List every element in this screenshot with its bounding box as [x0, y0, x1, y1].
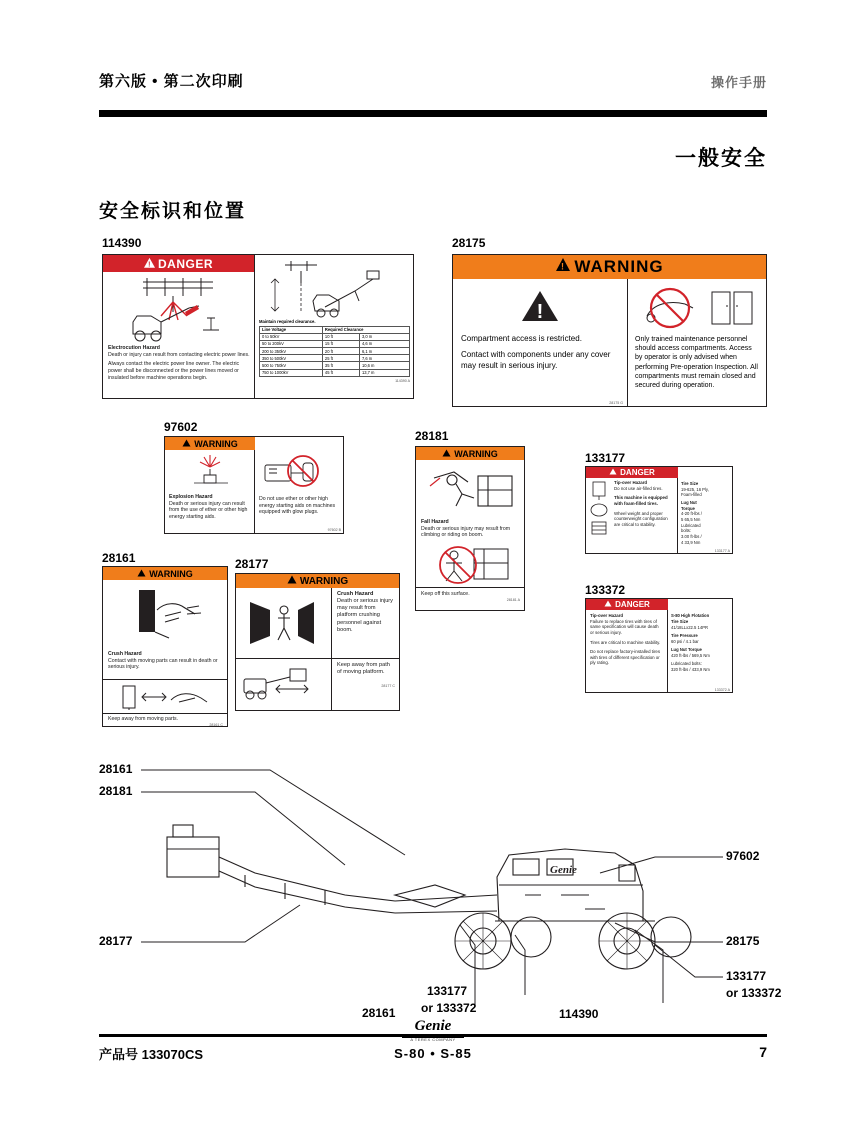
callout-114390-bottom: 114390: [559, 1007, 599, 1021]
decal-id-28181: 28181: [415, 429, 449, 443]
decal-28181-bottom-text: Keep off this surface.: [421, 591, 470, 597]
svg-text:!: !: [148, 261, 151, 269]
callout-133177-right: 133177: [726, 969, 767, 983]
page-title: 安全标识和位置: [99, 201, 247, 222]
header-manual-type: 操作手册: [710, 75, 767, 90]
explosion-pictogram: [169, 453, 250, 492]
decal-28177-text: Death or serious injury may result from platform crushing personnel against boom.: [337, 598, 393, 633]
clearance-table: [259, 326, 410, 377]
table-row: 200 to 350kV 20 ft 6,1 m: [260, 348, 410, 355]
spec-line: Lubricated: [681, 522, 701, 528]
spec-line: 19-625, 16 Ply,: [681, 486, 709, 492]
electrocution-pictogram: [103, 272, 255, 344]
header-rule: [99, 110, 767, 117]
table-row: 50 to 200kV 15 ft 4,6 m: [260, 340, 410, 347]
decal-id-133177: 133177: [585, 451, 626, 465]
svg-text:!: !: [536, 301, 544, 323]
decal-28175-banner: WARNING: [574, 257, 664, 276]
spec-line: Tire Size: [671, 618, 689, 624]
decal-28161-code: 28161 C: [209, 722, 223, 727]
decal-133372-text-2: Tires are critical to machine stability.: [590, 639, 661, 645]
fall-hazard-pictogram: [416, 460, 525, 518]
spec-line: 420 ft-lbs / 569,5 Nm: [671, 652, 710, 658]
decal-28161-text: Contact with moving parts can result in death or serious injury.: [108, 657, 218, 671]
callout-28177-left: 28177: [99, 934, 133, 948]
spec-line: 5 65,5 Nm: [681, 517, 701, 523]
callout-28161-left: 28161: [99, 762, 133, 776]
warning-triangle-icon: [287, 575, 297, 587]
footer-model: S-80 • S-85: [394, 1046, 472, 1061]
decal-133177-banner: DANGER: [620, 468, 655, 477]
spec-line: Lug Nut Torque: [671, 646, 702, 652]
spec-line: 60 psi / 4.1 bar: [671, 638, 699, 644]
decal-28175-right-text: Only trained maintenance personnel should access compartments. Access by operator is only advised when performing Pre-operation Inspection. All compartments must remain closed and secured during operation.: [635, 336, 758, 390]
decal-97602-code: 97602 B: [327, 528, 341, 532]
platform-crush-pictogram: [236, 588, 332, 658]
compartment-access-pictogram: [635, 285, 760, 331]
decal-id-28177: 28177: [235, 557, 269, 571]
callout-28181-left: 28181: [99, 784, 133, 798]
spec-line: Lubricated bolts:: [671, 660, 702, 666]
callout-133177-bottom: 133177: [427, 984, 468, 998]
crush-hand-pictogram: [103, 580, 228, 650]
decal-133177-text-1: Do not use air-filled tires.: [614, 485, 663, 491]
spec-line: Torque: [681, 505, 695, 511]
decal-28181-text: Death or serious injury may result from climbing or riding on boom.: [421, 525, 511, 539]
warning-triangle-icon: [137, 569, 146, 579]
section-title: 一般安全: [675, 147, 767, 170]
boom-clearance-pictogram: [255, 257, 414, 319]
decal-97602-heading: Explosion Hazard: [169, 494, 213, 500]
genie-tagline: A TEREX COMPANY: [410, 1037, 456, 1042]
keep-away-pictogram: [103, 679, 228, 714]
callout-28175-right: 28175: [726, 934, 760, 948]
decal-133372-code: 133372 A: [714, 688, 730, 692]
footer-rule: [99, 1034, 767, 1037]
warning-triangle-icon: [144, 257, 155, 271]
decal-28175: [452, 254, 767, 407]
decal-133177-heading: Tip-over Hazard: [614, 480, 648, 485]
table-row: 350 to 500kV 25 ft 7,6 m: [260, 355, 410, 362]
svg-text:!: !: [561, 261, 566, 272]
decal-28161-banner: WARNING: [149, 568, 193, 579]
decal-114390-body1: Death or injury can result from contacting electric power lines.: [108, 351, 250, 358]
decal-28161-bottom-text: Keep away from moving parts.: [108, 716, 179, 722]
spec-line: 320 ft-lbs / 433,9 Nm: [671, 666, 710, 672]
decal-133177-text-2: This machine is equipped with foam-filled tires.: [614, 495, 668, 506]
decal-28177-bottom-text: Keep away from path of moving platform.: [337, 662, 390, 676]
decal-114390: [102, 254, 414, 399]
decal-28177-code: 28177 C: [381, 684, 395, 689]
decal-133372-banner: DANGER: [615, 600, 650, 609]
hazard-triangle-pictogram: [461, 289, 619, 328]
spec-line: Tire Size: [681, 481, 699, 486]
warning-triangle-icon: [182, 439, 191, 449]
decal-97602-right-text: Do not use ether or other high energy starting aids on machines equipped with glow plugs.: [259, 496, 336, 516]
decal-28177-heading: Crush Hazard: [337, 591, 374, 597]
header-edition: 第六版 • 第二次印刷: [99, 73, 244, 90]
decal-97602: [164, 436, 344, 534]
no-ether-pictogram: [259, 453, 340, 494]
clearance-col-clearance: Required Clearance: [322, 326, 409, 333]
callout-28161-bottom: 28161: [362, 1006, 396, 1020]
decal-133372-text-3: Do not replace factory-installed tires with tires of different specification or ply rating.: [590, 649, 661, 666]
callout-97602-right: 97602: [726, 849, 760, 863]
decal-28175-text-2: Contact with components under any cover may result in serious injury.: [461, 350, 611, 370]
spec-line: bolts:: [681, 528, 692, 534]
footer-part-number: 产品号 133070CS: [99, 1047, 204, 1062]
table-row: 0 to 50kV 10 ft 3,0 m: [260, 333, 410, 340]
decal-28161: [102, 566, 228, 727]
decal-28181: [415, 446, 525, 611]
decal-28181-code: 28181 A: [506, 597, 520, 602]
decal-133177: [585, 466, 733, 554]
decal-97602-left-text: Death or serious injury can result from the use of ether or other high energy starting aids.: [169, 500, 248, 520]
callout-133372-right: or 133372: [726, 986, 782, 1000]
decal-id-28161: 28161: [102, 551, 136, 565]
decal-28175-code: 28175 G: [609, 401, 623, 405]
decal-133372-heading: Tip-over Hazard: [590, 613, 624, 618]
warning-triangle-icon: [609, 468, 617, 477]
warning-triangle-icon: [604, 600, 612, 609]
decal-133177-code: 133177 A: [714, 549, 730, 553]
decal-133177-text-3: Wheel weight and proper counterweight configuration are critical to stability.: [614, 510, 668, 527]
clearance-col-voltage: Line Voltage: [260, 326, 323, 333]
machine-illustration: [95, 745, 771, 1045]
decal-114390-banner: DANGER: [157, 256, 213, 271]
decal-28181-banner: WARNING: [454, 448, 498, 459]
svg-text:Genie: Genie: [550, 864, 577, 876]
callout-133372-bottom: or 133372: [421, 1001, 477, 1015]
decal-133372-text-1: Failure to replace tires with tires of same specification will cause death or serious injury.: [590, 618, 659, 635]
genie-logo: [402, 1018, 464, 1042]
table-row: 500 to 750kV 35 ft 10,6 m: [260, 362, 410, 369]
spec-line: Tire Pressure: [671, 632, 698, 638]
decal-114390-body2: Always contact the electric power line owner. The electric power shall be disconnected or the power lines moved or insulated before machine operations begin.: [108, 361, 240, 381]
warning-triangle-icon: [555, 257, 571, 277]
decal-id-97602: 97602: [164, 420, 198, 434]
spec-line: Foam-filled: [681, 492, 702, 498]
decal-id-114390: 114390: [102, 236, 142, 250]
spec-line: 4-20 ft-lbs /: [681, 511, 702, 517]
genie-wordmark: Genie: [414, 1018, 452, 1034]
moving-platform-pictogram: [236, 658, 332, 710]
spec-line: 4 33,9 Nm: [681, 539, 701, 545]
decal-id-133372: 133372: [585, 583, 626, 597]
decal-97602-banner: WARNING: [194, 438, 238, 449]
table-row: 750 to 1000kV 45 ft 13,7 m: [260, 369, 410, 376]
spec-line: 3.00 ft-lbs /: [681, 534, 702, 540]
spec-line: 41/18LLx22.5 14PR: [671, 624, 709, 630]
warning-triangle-icon: [442, 449, 451, 459]
decal-28177-banner: WARNING: [299, 575, 349, 587]
decal-114390-code: 114390 A: [395, 378, 410, 383]
tire-pictogram: [589, 480, 611, 543]
decal-28177: [235, 573, 400, 711]
decal-id-28175: 28175: [452, 236, 486, 250]
clearance-table-title: Maintain required clearance.: [259, 319, 316, 324]
decal-114390-heading1: Electrocution Hazard: [108, 345, 160, 351]
spec-line: S-80 High Flotation: [671, 613, 710, 618]
decal-133372: [585, 598, 733, 693]
decal-28175-text-1: Compartment access is restricted.: [461, 334, 582, 343]
keep-off-surface-pictogram: [416, 543, 525, 587]
footer-page-number: 7: [759, 1044, 767, 1060]
decal-28161-heading: Crush Hazard: [108, 651, 142, 657]
decal-28181-heading: Fall Hazard: [421, 519, 449, 525]
spec-line: Lug Nut: [681, 500, 697, 506]
